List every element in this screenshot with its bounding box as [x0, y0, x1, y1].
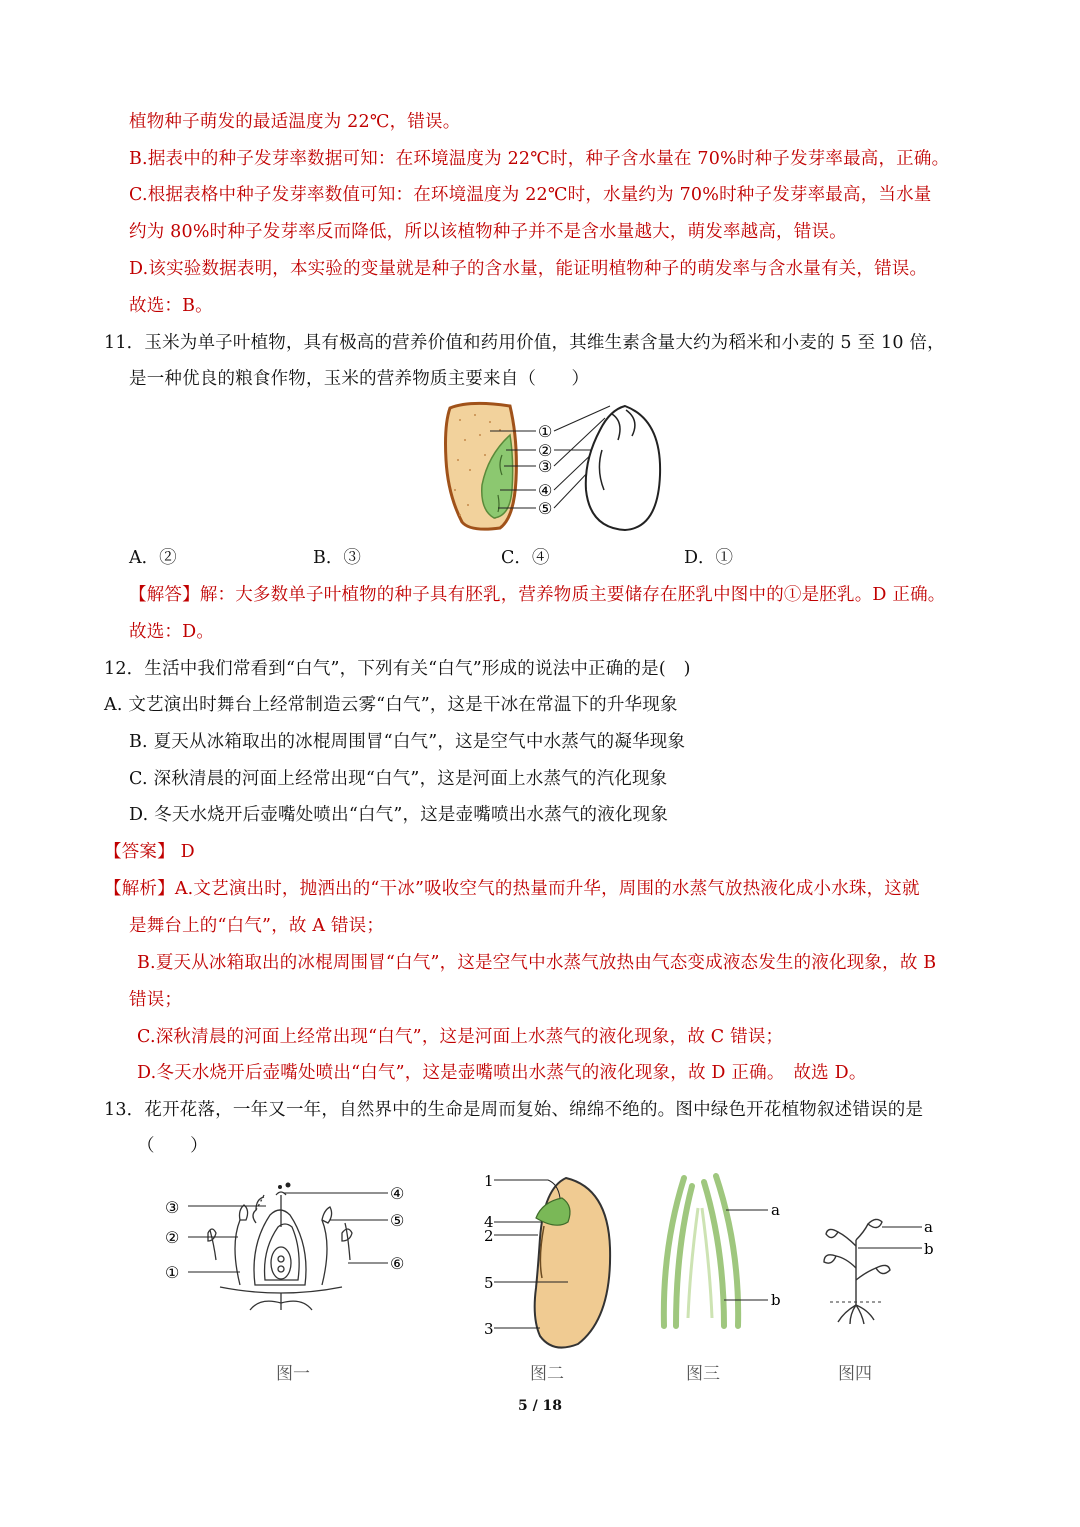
figure-1-caption: 图一 — [276, 1364, 310, 1384]
bean-label-3: 3 — [484, 1320, 494, 1338]
q12-answer-tag: 【答案】 — [104, 842, 175, 862]
q11-choice: 故选：D。 — [129, 622, 215, 642]
corn-side-view — [586, 406, 660, 530]
flower-label-6: ⑥ — [390, 1254, 405, 1273]
corn-seed-figure — [440, 400, 670, 535]
flower-drawing — [208, 1192, 352, 1310]
flower-structure-figure — [160, 1175, 420, 1325]
corn-label-3: ③ — [538, 457, 553, 476]
q12-option-c: C. 深秋清晨的河面上经常出现“白气”，这是河面上水蒸气的汽化现象 — [129, 769, 668, 789]
q10-choice: 故选：B。 — [129, 296, 213, 316]
corn-label-2: ② — [538, 441, 553, 460]
q11-stem-cont: 是一种优良的粮食作物，玉米的营养物质主要来自（ ） — [129, 369, 590, 389]
bean-label-4: 4 — [484, 1213, 494, 1231]
q10-option-d-analysis: D.该实验数据表明，本实验的变量就是种子的含水量，能证明植物种子的萌发率与含水量有关，错误。 — [129, 259, 928, 279]
figure-4-caption: 图四 — [838, 1364, 872, 1384]
seedling-label-b: b — [924, 1240, 934, 1258]
seedling-figure — [820, 1210, 940, 1325]
bean-label-1: 1 — [484, 1172, 494, 1190]
q12-answer — [104, 840, 195, 864]
q13-stem: 13．花开花落，一年又一年，自然界中的生命是周而复始、绵绵不绝的。图中绿色开花植物叙述错误的是 — [104, 1100, 924, 1120]
bean-seed-shape — [535, 1178, 610, 1348]
q11-option-d: D．① — [684, 548, 734, 568]
q11-answer-tag: 【解答】 — [129, 585, 200, 605]
q10-option-b-analysis: B.据表中的种子发芽率数据可知：在环境温度为 22℃时，种子含水量在 70%时种子发芽率最高，正确。 — [129, 149, 950, 169]
page-number: 5 / 18 — [517, 1398, 563, 1414]
corn-label-5: ⑤ — [538, 499, 553, 518]
q12-option-a: A. 文艺演出时舞台上经常制造云雾“白气”，这是干冰在常温下的升华现象 — [104, 695, 678, 715]
q12-analysis-tag: 【解析】 — [104, 879, 175, 899]
q11-option-b: B．③ — [313, 548, 361, 568]
q11-option-a: A．② — [129, 548, 177, 568]
q12-analysis-b-cont: 错误； — [129, 990, 183, 1010]
q13-stem-cont: （ ） — [137, 1136, 208, 1156]
pollen-dot — [278, 1185, 282, 1189]
q11-answer-text: 解：大多数单子叶植物的种子具有胚乳，营养物质主要储存在胚乳中图中的①是胚乳。D 正确。 — [199, 585, 946, 605]
q10-option-c-analysis: C.根据表格中种子发芽率数值可知：在环境温度为 22℃时，水量约为 70%时种子发芽率最高，当水量 — [129, 185, 932, 205]
bean-label-5: 5 — [484, 1274, 494, 1292]
q11-answer — [129, 583, 946, 607]
q12-analysis-a-cont: 是舞台上的“白气”，故 A 错误； — [129, 916, 385, 936]
q12-analysis-a — [104, 877, 920, 901]
sprout-figure — [654, 1168, 784, 1333]
bean-label-2: 2 — [484, 1227, 494, 1245]
flower-label-2: ② — [165, 1228, 180, 1247]
q12-stem: 12．生活中我们常看到“白气”，下列有关“白气”形成的说法中正确的是( ) — [104, 659, 691, 679]
q12-analysis-d: D.冬天水烧开后壶嘴处喷出“白气”，这是壶嘴喷出水蒸气的液化现象，故 D 正确。 故选 D。 — [137, 1063, 867, 1083]
q12-option-b: B. 夏天从冰箱取出的冰棍周围冒“白气”，这是空气中水蒸气的凝华现象 — [129, 732, 686, 752]
figure-3-caption: 图三 — [686, 1364, 720, 1384]
sprout-inner — [688, 1208, 712, 1318]
q12-analysis-a-text: A.文艺演出时，抛洒出的“干冰”吸收空气的热量而升华，周围的水蒸气放热液化成小水珠，这就 — [174, 879, 920, 899]
seedling-leader-lines — [858, 1227, 922, 1248]
pollen-dot — [286, 1183, 291, 1188]
sprout-label-a: a — [771, 1201, 780, 1219]
q12-analysis-c: C.深秋清晨的河面上经常出现“白气”，这是河面上水蒸气的液化现象，故 C 错误； — [137, 1027, 784, 1047]
q12-analysis-b: B.夏天从冰箱取出的冰棍周围冒“白气”，这是空气中水蒸气放热由气态变成液态发生的液化现象，故 B — [137, 953, 937, 973]
corn-label-4: ④ — [538, 481, 553, 500]
flower-leader-lines — [188, 1193, 388, 1272]
q11-stem: 11．玉米为单子叶植物，具有极高的营养价值和药用价值，其维生素含量大约为稻米和小麦的 5 至 10 倍， — [104, 333, 945, 353]
q10-option-c-analysis-cont: 约为 80%时种子发芽率反而降低，所以该植物种子并不是含水量越大，萌发率越高，错误。 — [129, 222, 847, 242]
seedling-drawing — [824, 1219, 890, 1324]
q12-answer-value: D — [174, 842, 195, 862]
figure-2-caption: 图二 — [530, 1364, 564, 1384]
flower-label-3: ③ — [165, 1198, 180, 1217]
bean-embryo-shape — [536, 1198, 570, 1225]
sprout-stems — [664, 1176, 738, 1326]
flower-label-1: ① — [165, 1263, 180, 1282]
flower-label-4: ④ — [390, 1184, 405, 1203]
q12-option-d: D. 冬天水烧开后壶嘴处喷出“白气”，这是壶嘴喷出水蒸气的液化现象 — [129, 805, 669, 825]
sprout-label-b: b — [771, 1291, 781, 1309]
q11-option-c: C．④ — [501, 548, 550, 568]
flower-label-5: ⑤ — [390, 1211, 405, 1230]
q10-text-line: 植物种子萌发的最适温度为 22℃，错误。 — [129, 112, 461, 132]
seedling-label-a: a — [924, 1218, 933, 1236]
corn-label-1: ① — [538, 422, 553, 441]
bean-seed-figure — [478, 1168, 618, 1353]
